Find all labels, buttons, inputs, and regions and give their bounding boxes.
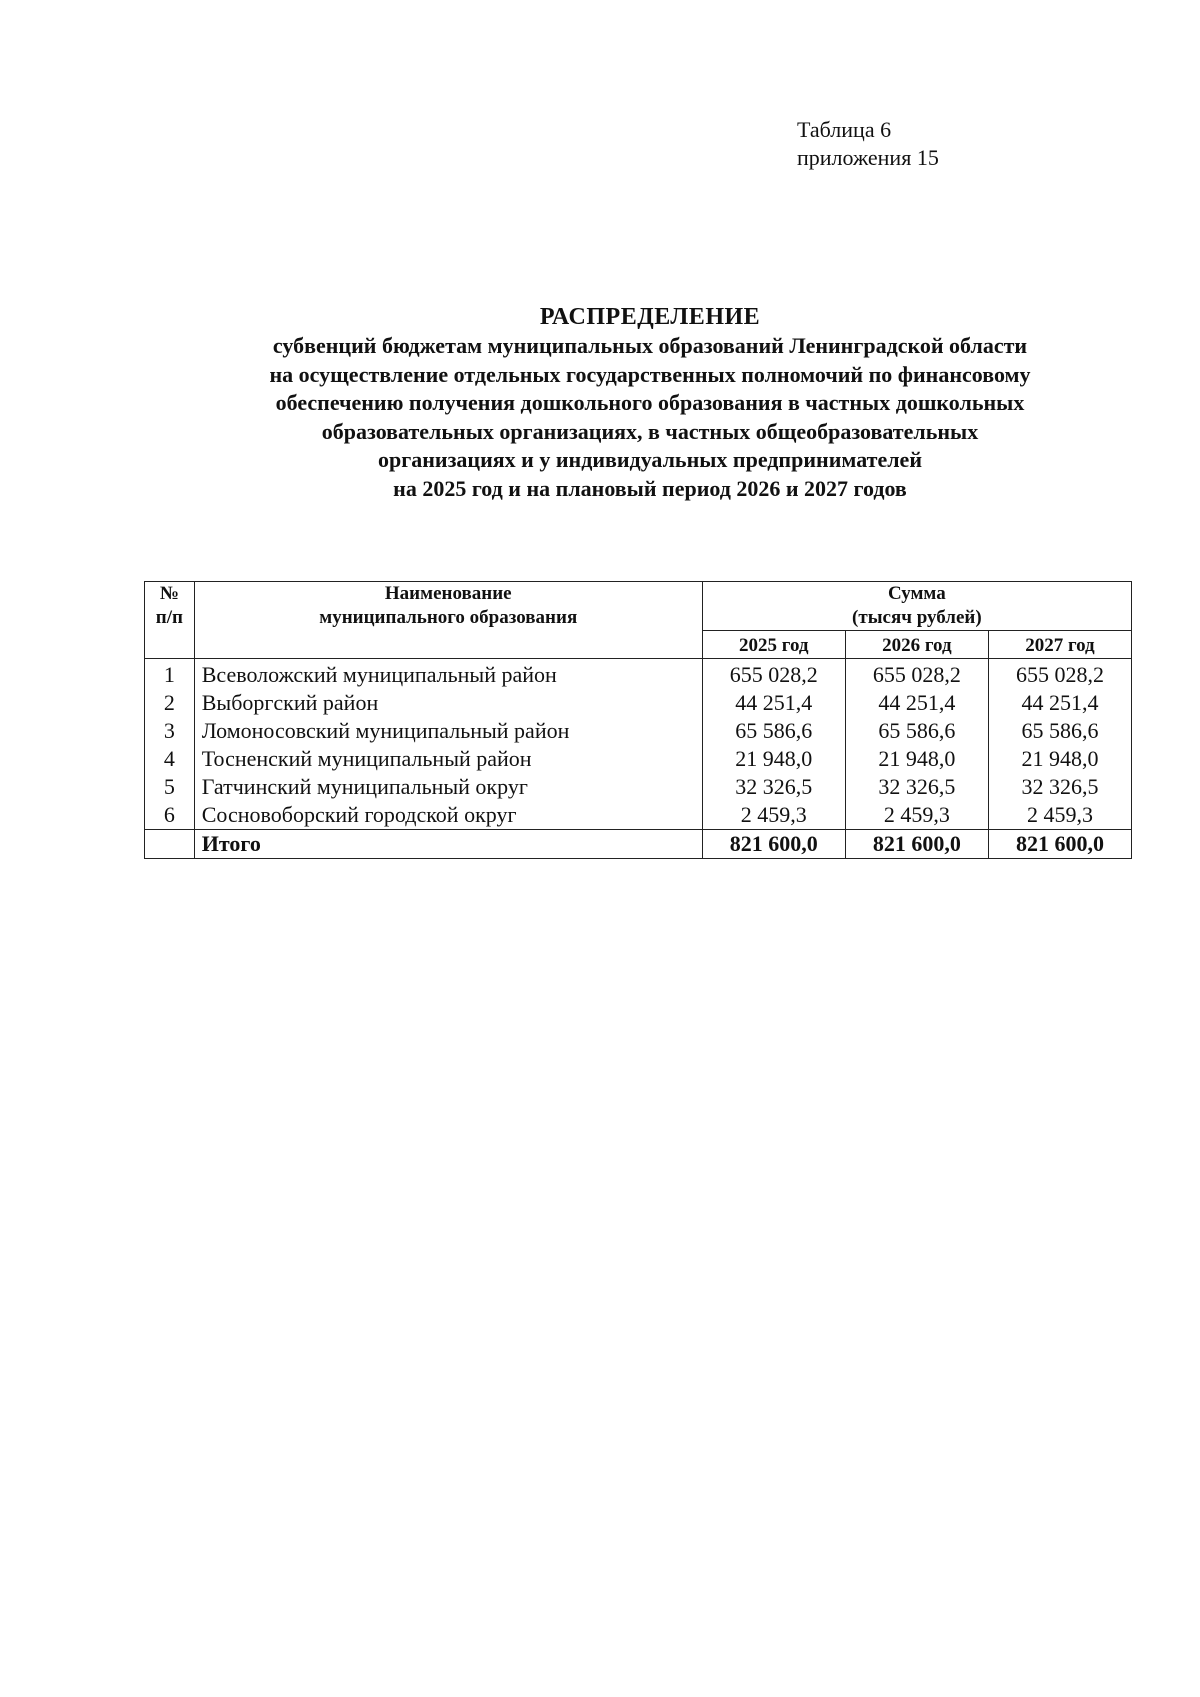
header-name-line: Наименование	[384, 583, 512, 604]
table-row	[145, 717, 1132, 745]
row-number: 5	[145, 773, 195, 801]
row-number: 1	[145, 659, 195, 690]
row-value-2026: 21 948,0	[845, 745, 988, 773]
header-sum-unit: (тысяч рублей)	[852, 607, 982, 628]
row-value-2026: 65 586,6	[845, 717, 988, 745]
row-value-2025: 655 028,2	[702, 659, 845, 690]
row-name: Гатчинский муниципальный округ	[194, 773, 702, 801]
table-row	[145, 745, 1132, 773]
row-number: 4	[145, 745, 195, 773]
table-reference	[797, 116, 939, 172]
table-number: Таблица 6	[797, 117, 892, 142]
row-value-2025: 65 586,6	[702, 717, 845, 745]
table-row	[145, 801, 1132, 830]
distribution-table	[144, 581, 1132, 859]
subtitle-line: организациях и у индивидуальных предпринимателей	[378, 447, 922, 472]
table-row	[145, 659, 1132, 690]
row-value-2025: 32 326,5	[702, 773, 845, 801]
subtitle-line: образовательных организациях, в частных общеобразовательных	[321, 418, 979, 444]
row-number: 2	[145, 689, 195, 717]
row-value-2027: 32 326,5	[988, 773, 1131, 801]
total-value-2026: 821 600,0	[845, 830, 988, 859]
row-name: Тосненский муниципальный район	[194, 745, 702, 773]
header-name	[194, 582, 702, 659]
subtitle-line: на 2025 год и на плановый период 2026 и 2027 годов	[393, 475, 907, 501]
document-title-block	[130, 302, 1170, 503]
row-number: 6	[145, 801, 195, 830]
row-name: Всеволожский муниципальный район	[194, 659, 702, 690]
header-number	[145, 582, 195, 659]
row-value-2026: 44 251,4	[845, 689, 988, 717]
subtitle-line: обеспечению получения дошкольного образования в частных дошкольных	[275, 390, 1025, 415]
appendix-number: приложения 15	[797, 145, 939, 170]
row-value-2026: 32 326,5	[845, 773, 988, 801]
row-name: Ломоносовский муниципальный район	[194, 717, 702, 745]
row-value-2027: 44 251,4	[988, 689, 1131, 717]
row-value-2025: 21 948,0	[702, 745, 845, 773]
header-sum	[702, 582, 1131, 631]
total-value-2025: 821 600,0	[702, 830, 845, 859]
total-label: Итого	[194, 830, 702, 859]
row-value-2027: 655 028,2	[988, 659, 1131, 690]
row-value-2027: 65 586,6	[988, 717, 1131, 745]
header-number-symbol: №	[159, 583, 179, 604]
header-sum-line: Сумма	[887, 583, 946, 604]
table-row	[145, 689, 1132, 717]
row-value-2025: 2 459,3	[702, 801, 845, 830]
row-value-2026: 2 459,3	[845, 801, 988, 830]
subtitle-line: на осуществление отдельных государственных полномочий по финансовому	[269, 361, 1031, 387]
total-value-2027: 821 600,0	[988, 830, 1131, 859]
header-year: 2026 год	[845, 631, 988, 659]
header-year: 2027 год	[988, 631, 1131, 659]
row-value-2026: 655 028,2	[845, 659, 988, 690]
document-subtitle	[130, 332, 1170, 503]
document-title: РАСПРЕДЕЛЕНИЕ	[539, 304, 761, 330]
row-name: Сосновоборский городской округ	[194, 801, 702, 830]
header-row	[145, 582, 1132, 631]
row-value-2025: 44 251,4	[702, 689, 845, 717]
header-year: 2025 год	[702, 631, 845, 659]
row-value-2027: 21 948,0	[988, 745, 1131, 773]
table-row	[145, 773, 1132, 801]
header-name-line: муниципального образования	[319, 607, 578, 628]
total-number-cell	[145, 830, 195, 859]
subtitle-line: субвенций бюджетам муниципальных образований Ленинградской области	[272, 333, 1028, 358]
row-name: Выборгский район	[194, 689, 702, 717]
total-row	[145, 830, 1132, 859]
header-number-abbrev: п/п	[155, 607, 183, 628]
row-number: 3	[145, 717, 195, 745]
row-value-2027: 2 459,3	[988, 801, 1131, 830]
